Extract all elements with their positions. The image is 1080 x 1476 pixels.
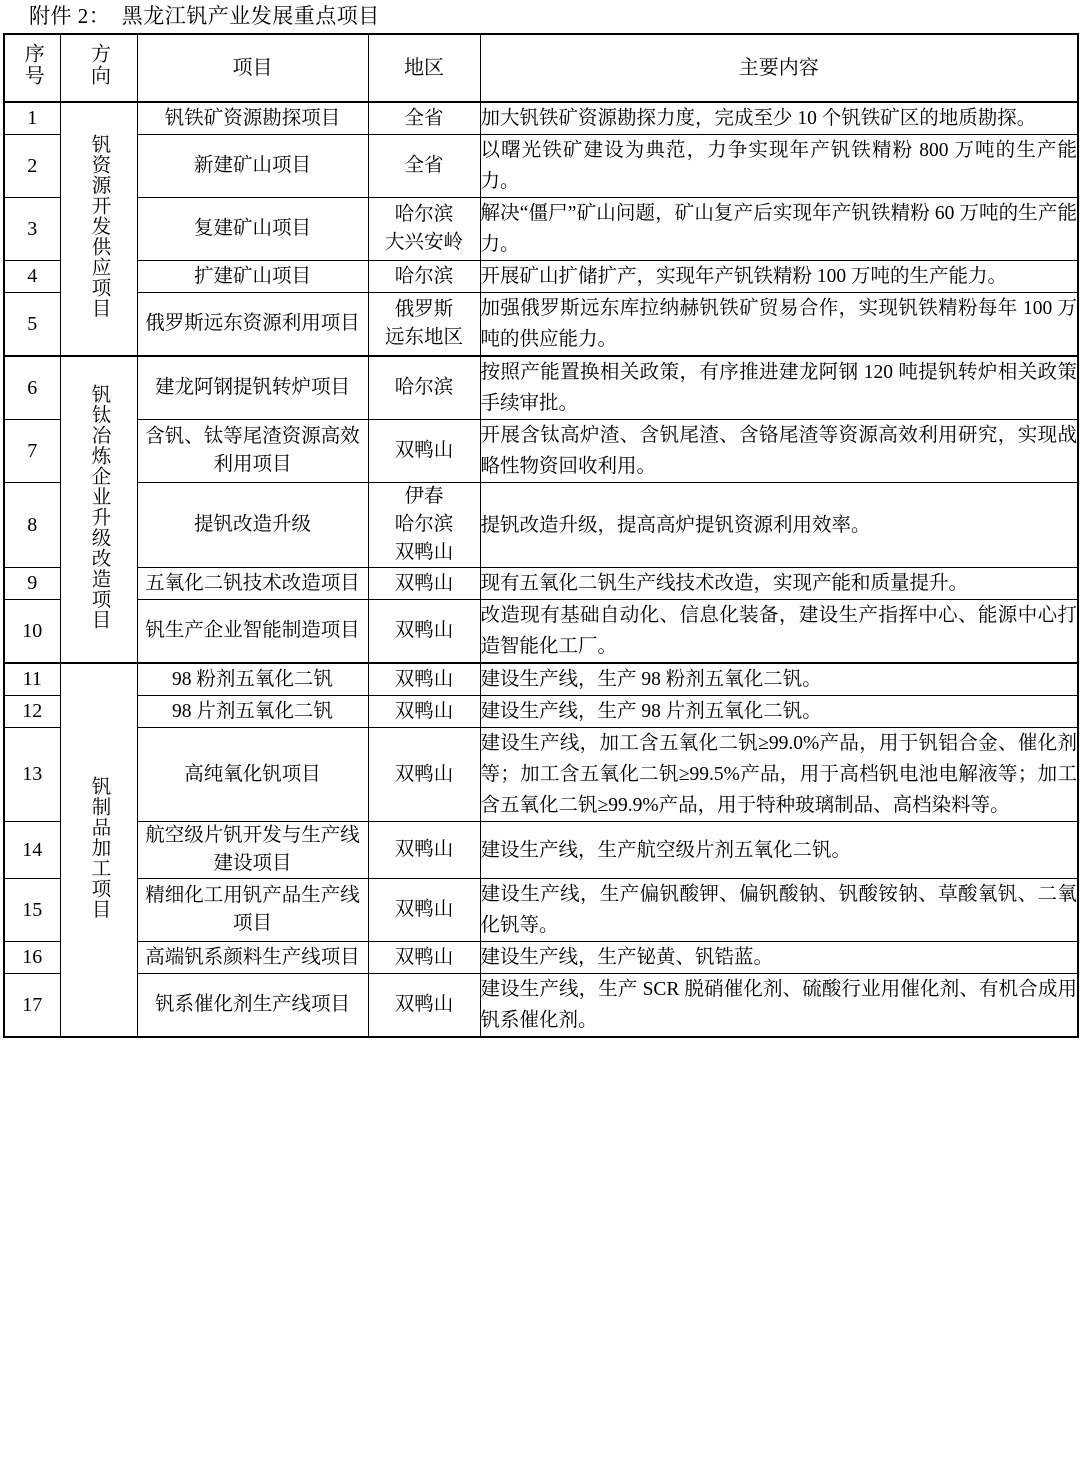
cell-project: 航空级片钒开发与生产线建设项目 <box>137 822 368 879</box>
column-header-seq <box>4 34 60 102</box>
cell-content: 开展含钛高炉渣、含钒尾渣、含铬尾渣等资源高效利用研究，实现战略性物资回收利用。 <box>480 420 1078 483</box>
cell-content: 建设生产线，加工含五氧化二钒≥99.0%产品，用于钒铝合金、催化剂等；加工含五氧化二钒≥99.5%产品，用于高档钒电池电解液等；加工含五氧化二钒≥99.9%产品，用于特种玻璃制品、高档染料等。 <box>480 728 1078 822</box>
cell-area: 双鸭山 <box>368 879 480 942</box>
document-title: 附件 2： 黑龙江钒产业发展重点项目 <box>29 4 380 28</box>
cell-direction-group-2 <box>60 356 137 663</box>
cell-project: 高纯氧化钒项目 <box>137 728 368 822</box>
cell-seq: 17 <box>4 974 60 1038</box>
cell-seq: 13 <box>4 728 60 822</box>
cell-seq: 7 <box>4 420 60 483</box>
table-row <box>4 879 1078 942</box>
table-header-row <box>4 34 1078 102</box>
column-header-direction <box>60 34 137 102</box>
cell-area: 全省 <box>368 135 480 198</box>
cell-content: 建设生产线，生产 98 片剂五氧化二钒。 <box>480 696 1078 728</box>
cell-area: 双鸭山 <box>368 568 480 600</box>
cell-content: 建设生产线，生产 SCR 脱硝催化剂、硫酸行业用催化剂、有机合成用钒系催化剂。 <box>480 974 1078 1038</box>
table-row <box>4 568 1078 600</box>
cell-project: 复建矿山项目 <box>137 198 368 261</box>
cell-project: 新建矿山项目 <box>137 135 368 198</box>
cell-seq: 14 <box>4 822 60 879</box>
table-row <box>4 942 1078 974</box>
cell-seq: 16 <box>4 942 60 974</box>
table-row <box>4 822 1078 879</box>
cell-direction-group-3 <box>60 663 137 1037</box>
cell-project: 98 粉剂五氧化二钒 <box>137 663 368 696</box>
cell-project: 钒铁矿资源勘探项目 <box>137 102 368 135</box>
cell-seq: 2 <box>4 135 60 198</box>
cell-content: 建设生产线，生产航空级片剂五氧化二钒。 <box>480 822 1078 879</box>
cell-content: 按照产能置换相关政策，有序推进建龙阿钢 120 吨提钒转炉相关政策手续审批。 <box>480 356 1078 420</box>
cell-project: 俄罗斯远东资源利用项目 <box>137 293 368 357</box>
cell-content: 提钒改造升级，提高高炉提钒资源利用效率。 <box>480 483 1078 568</box>
cell-project: 含钒、钛等尾渣资源高效利用项目 <box>137 420 368 483</box>
table-row <box>4 974 1078 1038</box>
cell-seq: 15 <box>4 879 60 942</box>
cell-area: 双鸭山 <box>368 663 480 696</box>
table-row <box>4 102 1078 135</box>
cell-area: 哈尔滨 大兴安岭 <box>368 198 480 261</box>
cell-seq: 11 <box>4 663 60 696</box>
cell-seq: 8 <box>4 483 60 568</box>
cell-project: 精细化工用钒产品生产线项目 <box>137 879 368 942</box>
cell-content: 现有五氧化二钒生产线技术改造，实现产能和质量提升。 <box>480 568 1078 600</box>
cell-seq: 9 <box>4 568 60 600</box>
table-row <box>4 600 1078 664</box>
column-header-content: 主要内容 <box>480 34 1078 102</box>
cell-area: 俄罗斯 远东地区 <box>368 293 480 357</box>
cell-direction-group-1 <box>60 102 137 356</box>
cell-area: 双鸭山 <box>368 696 480 728</box>
cell-seq: 5 <box>4 293 60 357</box>
table-row <box>4 420 1078 483</box>
cell-seq: 1 <box>4 102 60 135</box>
table-row <box>4 728 1078 822</box>
cell-seq: 12 <box>4 696 60 728</box>
cell-content: 加强俄罗斯远东库拉纳赫钒铁矿贸易合作，实现钒铁精粉每年 100 万吨的供应能力。 <box>480 293 1078 357</box>
cell-area: 双鸭山 <box>368 420 480 483</box>
cell-content: 以曙光铁矿建设为典范，力争实现年产钒铁精粉 800 万吨的生产能力。 <box>480 135 1078 198</box>
cell-project: 98 片剂五氧化二钒 <box>137 696 368 728</box>
column-header-project: 项目 <box>137 34 368 102</box>
direction-label: 钒资源开发供应项目 <box>88 134 110 319</box>
cell-area: 全省 <box>368 102 480 135</box>
table-row <box>4 356 1078 420</box>
cell-seq: 4 <box>4 261 60 293</box>
cell-area: 双鸭山 <box>368 728 480 822</box>
cell-seq: 10 <box>4 600 60 664</box>
cell-area: 双鸭山 <box>368 600 480 664</box>
cell-area: 双鸭山 <box>368 942 480 974</box>
cell-area: 哈尔滨 <box>368 261 480 293</box>
table-row <box>4 293 1078 357</box>
cell-area: 哈尔滨 <box>368 356 480 420</box>
table-body <box>4 102 1078 1037</box>
table-row <box>4 135 1078 198</box>
cell-area: 双鸭山 <box>368 974 480 1038</box>
table-row <box>4 198 1078 261</box>
cell-content: 开展矿山扩储扩产，实现年产钒铁精粉 100 万吨的生产能力。 <box>480 261 1078 293</box>
direction-label: 钒制品加工项目 <box>88 775 110 920</box>
cell-content: 建设生产线，生产铋黄、钒锆蓝。 <box>480 942 1078 974</box>
table-row <box>4 483 1078 568</box>
cell-seq: 6 <box>4 356 60 420</box>
table-row <box>4 663 1078 696</box>
table-row <box>4 261 1078 293</box>
cell-project: 提钒改造升级 <box>137 483 368 568</box>
cell-content: 建设生产线，生产 98 粉剂五氧化二钒。 <box>480 663 1078 696</box>
cell-project: 钒生产企业智能制造项目 <box>137 600 368 664</box>
column-header-seq-label: 序号 <box>21 42 44 87</box>
cell-project: 建龙阿钢提钒转炉项目 <box>137 356 368 420</box>
key-projects-table <box>3 33 1079 1038</box>
cell-project: 钒系催化剂生产线项目 <box>137 974 368 1038</box>
cell-area: 双鸭山 <box>368 822 480 879</box>
cell-seq: 3 <box>4 198 60 261</box>
cell-project: 高端钒系颜料生产线项目 <box>137 942 368 974</box>
cell-area: 伊春 哈尔滨 双鸭山 <box>368 483 480 568</box>
cell-content: 建设生产线，生产偏钒酸钾、偏钒酸钠、钒酸铵钠、草酸氧钒、二氧化钒等。 <box>480 879 1078 942</box>
cell-content: 加大钒铁矿资源勘探力度，完成至少 10 个钒铁矿区的地质勘探。 <box>480 102 1078 135</box>
cell-project: 五氧化二钒技术改造项目 <box>137 568 368 600</box>
cell-content: 改造现有基础自动化、信息化装备，建设生产指挥中心、能源中心打造智能化工厂。 <box>480 600 1078 664</box>
column-header-direction-label: 方向 <box>87 42 110 87</box>
cell-project: 扩建矿山项目 <box>137 261 368 293</box>
table-row <box>4 696 1078 728</box>
cell-content: 解决“僵尸”矿山问题，矿山复产后实现年产钒铁精粉 60 万吨的生产能力。 <box>480 198 1078 261</box>
column-header-area: 地区 <box>368 34 480 102</box>
direction-label: 钒钛冶炼企业升级改造项目 <box>88 384 110 630</box>
